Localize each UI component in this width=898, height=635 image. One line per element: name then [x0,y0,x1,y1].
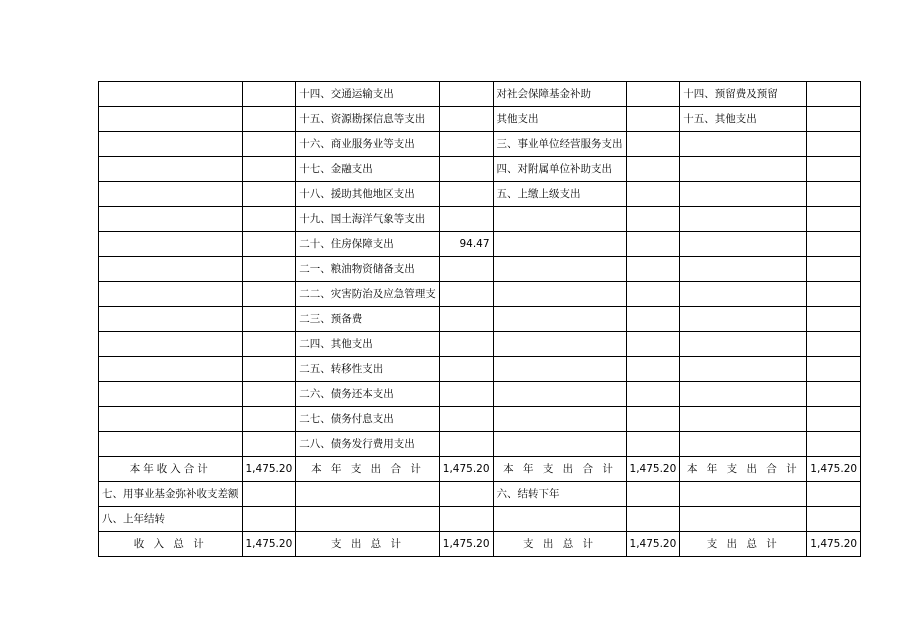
table-cell-col4 [439,82,493,107]
table-cell-col4 [439,307,493,332]
table-cell-col5 [493,407,626,432]
table-cell-col2 [242,107,296,132]
budget-table [98,81,861,557]
table-cell-col8 [807,157,861,182]
table-cell-col8 [807,432,861,457]
table-cell-col1: 七、用事业基金弥补收支差额 [99,482,243,507]
table-cell-col5: 支 出 总 计 [493,532,626,557]
table-cell-col7 [680,282,807,307]
table-cell-col1 [99,357,243,382]
table-cell-col4 [439,357,493,382]
table-cell-col7 [680,157,807,182]
table-cell-col1 [99,182,243,207]
table-cell-col7 [680,207,807,232]
table-cell-col6 [626,507,680,532]
table-row [99,257,861,282]
table-cell-col1 [99,157,243,182]
table-cell-col1 [99,382,243,407]
table-cell-col3: 二十、住房保障支出 [296,232,440,257]
table-cell-col6 [626,132,680,157]
table-cell-col2 [242,332,296,357]
table-row [99,407,861,432]
table-row [99,382,861,407]
table-cell-col8 [807,357,861,382]
table-cell-col8 [807,407,861,432]
table-cell-col8 [807,382,861,407]
table-cell-col3: 二一、粮油物资储备支出 [296,257,440,282]
table-cell-col5 [493,282,626,307]
table-cell-col4 [439,407,493,432]
table-cell-col2 [242,307,296,332]
table-cell-col8 [807,282,861,307]
table-cell-col2 [242,257,296,282]
table-cell-col7 [680,307,807,332]
table-cell-col4: 94.47 [439,232,493,257]
table-cell-col8 [807,232,861,257]
table-cell-col3: 二六、债务还本支出 [296,382,440,407]
table-cell-col1 [99,282,243,307]
table-cell-col2 [242,182,296,207]
table-cell-col4 [439,482,493,507]
table-row [99,132,861,157]
table-cell-col4 [439,257,493,282]
table-cell-col4 [439,507,493,532]
table-cell-col3: 十五、资源勘探信息等支出 [296,107,440,132]
table-cell-col2 [242,282,296,307]
table-cell-col3: 十八、援助其他地区支出 [296,182,440,207]
table-row [99,82,861,107]
table-row [99,307,861,332]
table-cell-col3: 支 出 总 计 [296,532,440,557]
table-cell-col5 [493,432,626,457]
table-row [99,207,861,232]
table-cell-col1 [99,407,243,432]
table-cell-col8 [807,82,861,107]
table-cell-col5: 五、上缴上级支出 [493,182,626,207]
table-cell-col2 [242,432,296,457]
table-cell-col6 [626,282,680,307]
table-cell-col1 [99,432,243,457]
table-cell-col7: 支 出 总 计 [680,532,807,557]
table-cell-col8 [807,307,861,332]
table-cell-col4 [439,157,493,182]
table-row [99,107,861,132]
table-cell-col8 [807,332,861,357]
table-cell-col6: 1,475.20 [626,532,680,557]
table-cell-col3: 二八、债务发行费用支出 [296,432,440,457]
table-cell-col5: 三、事业单位经营服务支出 [493,132,626,157]
table-cell-col5 [493,232,626,257]
table-cell-col7 [680,332,807,357]
table-cell-col4 [439,432,493,457]
table-cell-col3 [296,507,440,532]
table-cell-col2: 1,475.20 [242,457,296,482]
table-cell-col2 [242,357,296,382]
table-cell-col7 [680,182,807,207]
table-cell-col2 [242,407,296,432]
table-row [99,157,861,182]
table-cell-col5 [493,357,626,382]
table-cell-col8 [807,132,861,157]
table-cell-col3: 十九、国土海洋气象等支出 [296,207,440,232]
table-body [99,82,861,557]
table-cell-col6 [626,357,680,382]
table-row [99,282,861,307]
table-cell-col3: 二三、预备费 [296,307,440,332]
table-row [99,232,861,257]
table-cell-col5: 四、对附属单位补助支出 [493,157,626,182]
table-cell-col3: 二二、灾害防治及应急管理支 [296,282,440,307]
table-row [99,532,861,557]
table-cell-col8 [807,207,861,232]
table-row [99,357,861,382]
table-cell-col4 [439,182,493,207]
table-cell-col3: 二七、债务付息支出 [296,407,440,432]
table-cell-col7 [680,407,807,432]
table-cell-col6 [626,82,680,107]
table-cell-col4 [439,332,493,357]
table-row [99,182,861,207]
table-row [99,482,861,507]
table-cell-col1 [99,332,243,357]
table-cell-col1 [99,257,243,282]
table-cell-col7: 十四、预留费及预留 [680,82,807,107]
table-cell-col1 [99,207,243,232]
table-cell-col6 [626,232,680,257]
table-cell-col6: 1,475.20 [626,457,680,482]
table-cell-col7: 十五、其他支出 [680,107,807,132]
table-cell-col5 [493,332,626,357]
table-cell-col2 [242,207,296,232]
table-cell-col6 [626,107,680,132]
table-cell-col5: 其他支出 [493,107,626,132]
table-cell-col1 [99,232,243,257]
table-cell-col1 [99,132,243,157]
table-cell-col3 [296,482,440,507]
table-cell-col7 [680,432,807,457]
table-row [99,432,861,457]
table-row [99,332,861,357]
table-cell-col7 [680,357,807,382]
table-cell-col6 [626,207,680,232]
table-cell-col1 [99,307,243,332]
table-cell-col6 [626,482,680,507]
table-row [99,507,861,532]
table-cell-col6 [626,157,680,182]
table-cell-col7 [680,482,807,507]
table-cell-col7 [680,507,807,532]
table-cell-col2 [242,82,296,107]
table-cell-col5 [493,207,626,232]
table-cell-col1: 本年收入合计 [99,457,243,482]
table-cell-col5 [493,257,626,282]
table-row [99,457,861,482]
table-cell-col7 [680,257,807,282]
table-cell-col8 [807,507,861,532]
table-cell-col1: 八、上年结转 [99,507,243,532]
table-cell-col2 [242,232,296,257]
table-cell-col7: 本 年 支 出 合 计 [680,457,807,482]
table-cell-col4 [439,107,493,132]
table-cell-col6 [626,382,680,407]
table-cell-col8 [807,257,861,282]
table-cell-col5 [493,307,626,332]
table-cell-col3: 本 年 支 出 合 计 [296,457,440,482]
table-cell-col4: 1,475.20 [439,532,493,557]
table-cell-col1 [99,107,243,132]
table-cell-col2 [242,157,296,182]
table-cell-col1 [99,82,243,107]
table-cell-col4 [439,132,493,157]
table-cell-col3: 十六、商业服务业等支出 [296,132,440,157]
table-cell-col8: 1,475.20 [807,457,861,482]
table-cell-col2 [242,382,296,407]
table-cell-col5: 六、结转下年 [493,482,626,507]
table-cell-col5: 对社会保障基金补助 [493,82,626,107]
table-cell-col8: 1,475.20 [807,532,861,557]
table-cell-col7 [680,232,807,257]
table-cell-col2 [242,132,296,157]
table-cell-col4: 1,475.20 [439,457,493,482]
table-cell-col5 [493,507,626,532]
table-cell-col6 [626,407,680,432]
table-cell-col3: 二五、转移性支出 [296,357,440,382]
table-cell-col6 [626,432,680,457]
table-cell-col3: 十七、金融支出 [296,157,440,182]
table-cell-col4 [439,282,493,307]
table-cell-col6 [626,257,680,282]
table-cell-col1: 收 入 总 计 [99,532,243,557]
table-cell-col8 [807,182,861,207]
table-cell-col4 [439,207,493,232]
table-cell-col3: 十四、交通运输支出 [296,82,440,107]
table-cell-col5 [493,382,626,407]
table-cell-col7 [680,382,807,407]
table-cell-col2 [242,507,296,532]
table-cell-col6 [626,307,680,332]
table-cell-col4 [439,382,493,407]
table-cell-col6 [626,332,680,357]
table-cell-col5: 本 年 支 出 合 计 [493,457,626,482]
table-cell-col8 [807,482,861,507]
table-cell-col8 [807,107,861,132]
table-cell-col6 [626,182,680,207]
table-cell-col2: 1,475.20 [242,532,296,557]
table-cell-col2 [242,482,296,507]
table-cell-col3: 二四、其他支出 [296,332,440,357]
table-cell-col7 [680,132,807,157]
